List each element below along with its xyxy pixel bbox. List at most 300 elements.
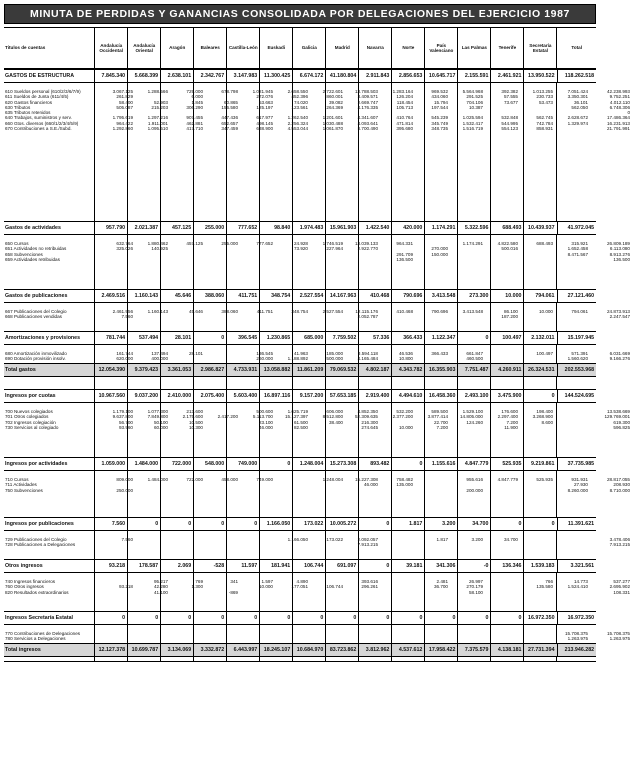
- table-row: [4, 590, 632, 595]
- section-total-cell: 1.160.143: [127, 290, 160, 302]
- account-label: 760 Otros ingresos: [5, 584, 44, 590]
- value-cell: 208.930: [613, 482, 630, 488]
- value-cell: [520, 257, 555, 262]
- header-col: Secretaría Estatal: [523, 28, 556, 68]
- section-total-cell: 106.744: [292, 560, 325, 572]
- account-label: 635 Tributos retenidos: [5, 110, 51, 116]
- section-label: Gastos de actividades: [5, 225, 61, 231]
- section-total-cell: 18.245.107: [259, 644, 292, 656]
- value-cell: 86.100: [503, 309, 518, 314]
- value-cell: [205, 425, 240, 430]
- section-total-cell: 7.759.502: [325, 332, 358, 344]
- value-cell: 2.175.600: [182, 414, 203, 420]
- pl-table: [4, 27, 630, 662]
- value-cell: 108.331: [613, 589, 630, 595]
- value-cell: 3.200: [471, 537, 483, 542]
- value-cell: 2.052.787: [357, 314, 378, 320]
- section-total-cell: 11.861.209: [292, 364, 325, 376]
- value-cell: 93.218: [118, 584, 133, 590]
- account-label: 651 Actividades no retribuidas: [5, 246, 67, 252]
- value-cell: 46.000: [258, 424, 273, 430]
- section-detail: [4, 471, 630, 517]
- section-total-cell: 5.322.596: [457, 222, 490, 234]
- section-total-cell: 1.484.000: [127, 458, 160, 470]
- value-cell: 270.000: [431, 246, 448, 252]
- section-total-cell: 2.069: [160, 560, 193, 572]
- value-cell: 15.227.308: [355, 477, 378, 482]
- account-label: 650 Cursos: [5, 241, 29, 246]
- value-cell: 56.700: [118, 419, 133, 425]
- value-cell: 4.553.044: [287, 126, 308, 132]
- value-cell: [310, 425, 345, 430]
- value-cell: 185.000: [326, 351, 343, 356]
- value-cell: 136.500: [396, 256, 413, 262]
- value-cell: 10.500: [188, 419, 203, 425]
- value-cell: [275, 636, 310, 641]
- section-total-cell: 9.037.200: [127, 390, 160, 402]
- value-cell: 15.708.375: [607, 631, 630, 636]
- value-cell: [450, 636, 485, 641]
- section-total-cell: 2.911.843: [358, 70, 391, 82]
- section-total-cell: 202.553.968: [557, 364, 597, 376]
- value-cell: 366.433: [431, 351, 448, 356]
- value-cell: 1.188.892: [287, 356, 308, 362]
- value-cell: 1.911.001: [147, 120, 168, 126]
- section-total-cell: 3.475.900: [490, 390, 523, 402]
- value-cell: 537.277: [613, 579, 630, 584]
- value-cell: 931.931: [571, 477, 588, 482]
- value-cell: [415, 356, 450, 361]
- value-cell: 156.580: [221, 104, 238, 110]
- value-cell: 136.545: [256, 351, 273, 356]
- section-detail: [4, 625, 630, 643]
- header-col: Galicia: [292, 28, 325, 68]
- section-total-row: [4, 643, 596, 657]
- account-label: 658 Subvenciones: [5, 251, 43, 257]
- value-cell: 3.413.548: [462, 309, 483, 314]
- value-cell: 250.000: [116, 487, 133, 493]
- value-cell: 388.060: [221, 309, 238, 314]
- section-total-cell: 57.653.185: [325, 390, 358, 402]
- section-total-cell: 1.974.483: [292, 222, 325, 234]
- header-col: Las Palmas: [457, 28, 490, 68]
- value-cell: 34.700: [503, 537, 518, 542]
- account-label: 770 Contribuciones de Delegaciones: [5, 631, 81, 636]
- value-cell: 0: [627, 110, 630, 116]
- header-accounts: Titulos de cuentas: [5, 45, 46, 51]
- value-cell: 4.093.641: [357, 120, 378, 126]
- section-total-cell: 7.375.579: [457, 644, 490, 656]
- value-cell: 4.341.607: [357, 115, 378, 121]
- value-cell: 596.825: [613, 424, 630, 430]
- value-cell: [170, 314, 205, 319]
- section-total-row: [4, 611, 596, 625]
- value-cell: [555, 257, 590, 262]
- section-total-cell: 0: [94, 612, 127, 624]
- section-detail: [4, 531, 630, 559]
- value-cell: 2.377.200: [392, 414, 413, 420]
- section-total-cell: 0: [193, 612, 226, 624]
- section-total-cell: 2.527.554: [292, 290, 325, 302]
- section-total-cell: 0: [160, 518, 193, 530]
- value-cell: 500.016: [501, 246, 518, 252]
- section-detail: [4, 403, 630, 457]
- value-cell: 661.847: [466, 351, 483, 356]
- value-cell: 562.050: [571, 104, 588, 110]
- value-cell: 1.484.000: [147, 477, 168, 482]
- value-cell: 26.809.189: [607, 241, 630, 246]
- value-cell: [100, 542, 135, 547]
- value-cell: [135, 257, 170, 262]
- value-cell: [450, 425, 485, 430]
- value-cell: 766: [545, 579, 553, 584]
- value-cell: 7.913.215: [357, 542, 378, 548]
- value-cell: 105.713: [396, 104, 413, 110]
- section-total-cell: 37.735.985: [557, 458, 597, 470]
- section-total-cell: 3.413.548: [424, 290, 457, 302]
- value-cell: 1.288.566: [147, 89, 168, 94]
- value-cell: 36.101: [573, 99, 588, 105]
- value-cell: 15.794: [433, 99, 448, 105]
- value-cell: [345, 488, 380, 493]
- section-total-cell: 0: [358, 518, 391, 530]
- value-cell: 1.300: [191, 584, 203, 590]
- value-cell: 1.263.975: [609, 636, 630, 642]
- value-cell: 14.773: [573, 579, 588, 584]
- value-cell: [310, 542, 345, 547]
- value-cell: 12.115.176: [355, 309, 378, 314]
- value-cell: 2.092.057: [357, 537, 378, 542]
- value-cell: 22.700: [433, 419, 448, 425]
- section-total-cell: 9.157.200: [292, 390, 325, 402]
- value-cell: [415, 314, 450, 319]
- value-cell: [520, 590, 555, 595]
- value-cell: 955.616: [466, 477, 483, 482]
- value-cell: [555, 542, 590, 547]
- value-cell: 969.532: [431, 89, 448, 94]
- value-cell: 704.106: [466, 99, 483, 105]
- value-cell: [380, 314, 415, 319]
- value-cell: 197.544: [431, 104, 448, 110]
- account-label: 780 Servicios a Delegaciones: [5, 636, 66, 642]
- section-total-cell: 3.332.872: [193, 644, 226, 656]
- section-total-cell: 341.306: [424, 560, 457, 572]
- header-col: Navarra: [358, 28, 391, 68]
- value-cell: 3.268.900: [532, 414, 553, 420]
- section-total-row: [4, 389, 596, 403]
- value-cell: [275, 542, 310, 547]
- value-cell: [415, 636, 450, 641]
- value-cell: 10.000: [258, 584, 273, 590]
- value-cell: 348.735: [431, 126, 448, 132]
- value-cell: 150.000: [431, 251, 448, 257]
- section-total-cell: 118.262.518: [557, 70, 597, 82]
- account-label: 670 Contribuciones a S.E./Subd.: [5, 126, 72, 132]
- value-cell: 39.082: [328, 99, 343, 105]
- section-total-cell: 178.587: [127, 560, 160, 572]
- value-cell: [205, 257, 240, 262]
- value-cell: 230.733: [536, 94, 553, 100]
- page-title: MINUTA DE PERDIDAS Y GANANCIAS CONSOLIDADA POR DELEGACIONES DEL EJERCICIO 1987: [4, 4, 596, 24]
- value-cell: 1.160.143: [147, 309, 168, 314]
- value-cell: 1.597: [261, 579, 273, 584]
- section-total-cell: 457.125: [160, 222, 193, 234]
- value-cell: 36.700: [433, 584, 448, 590]
- header-col: Castilla-León: [226, 28, 259, 68]
- value-cell: 3.350.301: [567, 94, 588, 100]
- value-cell: 106.744: [326, 584, 343, 590]
- value-cell: 1.817: [436, 537, 448, 542]
- value-cell: [555, 314, 590, 319]
- value-cell: 417.710: [186, 126, 203, 132]
- value-cell: [205, 542, 240, 547]
- value-cell: 8.710.000: [609, 487, 630, 493]
- value-cell: 50.100: [153, 419, 168, 425]
- value-cell: 1.095.510: [147, 126, 168, 132]
- value-cell: 571.391: [571, 351, 588, 356]
- section-total-cell: 691.097: [325, 560, 358, 572]
- value-cell: 125.197: [256, 104, 273, 110]
- value-cell: 135.000: [396, 482, 413, 488]
- value-cell: 1.013.255: [532, 89, 553, 94]
- value-cell: 8.512.800: [322, 414, 343, 420]
- section-total-cell: 0: [127, 518, 160, 530]
- section-total-cell: 0: [490, 518, 523, 530]
- value-cell: 1.524.410: [567, 584, 588, 590]
- value-cell: 216.300: [361, 419, 378, 425]
- value-cell: 6.031.669: [609, 351, 630, 356]
- section-total-cell: 685.000: [292, 332, 325, 344]
- section-total-cell: 26.324.531: [523, 364, 556, 376]
- value-cell: 11.900: [504, 424, 518, 430]
- section-total-cell: 2.410.000: [160, 390, 193, 402]
- value-cell: 1.201.601: [322, 115, 343, 121]
- account-label: 702 Ingresos colegiación: [5, 419, 56, 425]
- value-cell: 8.913.276: [609, 251, 630, 257]
- table-row: [4, 314, 632, 319]
- table-header-row: [4, 28, 596, 69]
- value-cell: 341: [230, 579, 238, 584]
- section-total-cell: 2.342.767: [193, 70, 226, 82]
- value-cell: [485, 590, 520, 595]
- value-cell: [380, 542, 415, 547]
- value-cell: 1.746.519: [322, 241, 343, 246]
- value-cell: [170, 542, 205, 547]
- value-cell: 2.628.672: [567, 115, 588, 121]
- section-total-cell: 41.180.804: [325, 70, 358, 82]
- section-total-cell: 0: [193, 518, 226, 530]
- value-cell: [485, 488, 520, 493]
- value-cell: 532.200: [396, 409, 413, 414]
- value-cell: [415, 590, 450, 595]
- value-cell: 325.026: [116, 246, 133, 252]
- value-cell: 545.239: [431, 115, 448, 121]
- section-total-cell: 5.603.400: [226, 390, 259, 402]
- section-total-cell: 1.422.540: [358, 222, 391, 234]
- section-total-cell: 537.494: [127, 332, 160, 344]
- section-label: Total ingresos: [5, 647, 41, 653]
- section-total-row: [4, 457, 596, 471]
- value-cell: 24.928: [293, 241, 308, 246]
- value-cell: [310, 257, 345, 262]
- section-total-cell: 4.733.931: [226, 364, 259, 376]
- value-cell: 8.260.000: [567, 487, 588, 493]
- value-cell: 173.022: [326, 537, 343, 542]
- value-cell: 61.500: [293, 419, 308, 425]
- value-cell: 1.532.417: [462, 120, 483, 126]
- value-cell: 2.247.547: [609, 314, 630, 320]
- value-cell: 1.283.164: [392, 89, 413, 94]
- section-detail: [4, 303, 630, 331]
- value-cell: 1.297.216: [147, 115, 168, 121]
- value-cell: 2.922.770: [357, 246, 378, 252]
- section-total-cell: -528: [193, 560, 226, 572]
- section-total-cell: 525.935: [490, 458, 523, 470]
- value-cell: 447.436: [221, 115, 238, 121]
- header-col: Euskadi: [259, 28, 292, 68]
- section-total-cell: 1.174.291: [424, 222, 457, 234]
- value-cell: 261.829: [116, 94, 133, 100]
- value-cell: 8.600: [541, 419, 553, 425]
- section-total-cell: 781.744: [94, 332, 127, 344]
- value-cell: 5.113.700: [252, 414, 273, 420]
- value-cell: 41.100: [153, 589, 168, 595]
- section-total-cell: 4.802.187: [358, 364, 391, 376]
- value-cell: 749.000: [256, 477, 273, 482]
- section-label: Ingresos por cuotas: [5, 393, 56, 399]
- value-cell: [240, 488, 275, 493]
- account-label: 701 Otros colegiados: [5, 414, 49, 420]
- value-cell: 270.179: [466, 584, 483, 590]
- section-total-cell: 11.597: [226, 560, 259, 572]
- section-label: Gastos de publicaciones: [5, 293, 68, 299]
- section-total-cell: 213.946.282: [557, 644, 597, 656]
- value-cell: 52.903: [153, 99, 168, 105]
- value-cell: [450, 314, 485, 319]
- value-cell: 7.560: [121, 314, 133, 320]
- section-total-cell: 1.059.000: [94, 458, 127, 470]
- value-cell: [275, 590, 310, 595]
- header-col: Andalucía Occidental: [94, 28, 127, 68]
- account-label: 728 Publicaciones a Delegaciones: [5, 542, 76, 548]
- value-cell: 554.123: [501, 126, 518, 132]
- value-cell: [520, 314, 555, 319]
- section-total-cell: 10.645.717: [424, 70, 457, 82]
- section-total-cell: 1.248.004: [292, 458, 325, 470]
- section-total-cell: 4.494.610: [391, 390, 424, 402]
- value-cell: 16.231.913: [607, 120, 630, 126]
- section-total-cell: 16.897.116: [259, 390, 292, 402]
- value-cell: 4.165.484: [357, 356, 378, 362]
- section-total-cell: 57.336: [358, 332, 391, 344]
- value-cell: 58.100: [468, 589, 483, 595]
- value-cell: [240, 314, 275, 319]
- value-cell: 10.387: [468, 104, 483, 110]
- value-cell: 1.179.100: [112, 409, 133, 414]
- section-total-cell: 4.343.782: [391, 364, 424, 376]
- value-cell: 860.001: [326, 94, 343, 100]
- value-cell: 1.652.458: [567, 246, 588, 252]
- section-total-cell: 688.493: [490, 222, 523, 234]
- account-label: 740 Ingresos financieros: [5, 579, 56, 584]
- section-total-cell: 0: [292, 612, 325, 624]
- value-cell: 462.881: [186, 120, 203, 126]
- value-cell: [415, 257, 450, 262]
- section-detail: [4, 573, 630, 611]
- value-cell: [275, 488, 310, 493]
- value-cell: 177.051: [291, 584, 308, 590]
- section-total-cell: 4.847.779: [457, 458, 490, 470]
- section-total-cell: 0: [259, 612, 292, 624]
- section-total-cell: 0: [226, 612, 259, 624]
- section-total-cell: 16.972.350: [557, 612, 597, 624]
- value-cell: 2.417.200: [217, 414, 238, 420]
- section-total-cell: 548.000: [193, 458, 226, 470]
- section-total-cell: 2.493.100: [457, 390, 490, 402]
- value-cell: 14.805.000: [460, 414, 483, 420]
- value-cell: 13.538.669: [607, 409, 630, 414]
- value-cell: 118.454: [396, 99, 413, 105]
- section-total-cell: 396.545: [226, 332, 259, 344]
- value-cell: 53.473: [538, 99, 553, 105]
- value-cell: [170, 356, 205, 361]
- value-cell: [240, 590, 275, 595]
- section-total-cell: 173.022: [292, 518, 325, 530]
- value-cell: 1.030.488: [322, 120, 343, 126]
- section-total-cell: 957.790: [94, 222, 127, 234]
- value-cell: 758.482: [396, 477, 413, 482]
- value-cell: 790.696: [431, 309, 448, 314]
- value-cell: 1.845: [191, 99, 203, 105]
- section-total-cell: 1.539.183: [523, 560, 556, 572]
- value-cell: 907.455: [186, 115, 203, 121]
- value-cell: 57.555: [503, 94, 518, 100]
- table-row: [4, 425, 632, 430]
- value-cell: [450, 257, 485, 262]
- value-cell: 260.000: [256, 356, 273, 362]
- value-cell: 137.494: [151, 351, 168, 356]
- value-cell: 21.791.991: [607, 126, 630, 132]
- value-cell: 27.930: [573, 482, 588, 488]
- section-total-cell: 0: [358, 560, 391, 572]
- value-cell: [170, 590, 205, 595]
- section-total-cell: 16.355.903: [424, 364, 457, 376]
- section-total-cell: 9.379.423: [127, 364, 160, 376]
- section-total-cell: 2.986.827: [193, 364, 226, 376]
- account-label: 700 Nuevos colegiados: [5, 409, 53, 414]
- value-cell: 1.516.719: [462, 126, 483, 132]
- value-cell: [240, 636, 275, 641]
- value-cell: 10.800: [398, 356, 413, 362]
- value-cell: 1.021.945: [252, 89, 273, 94]
- section-total-cell: 0: [457, 612, 490, 624]
- section-total-cell: 10.684.970: [292, 644, 325, 656]
- section-total-cell: 27.731.394: [523, 644, 556, 656]
- value-cell: 457.125: [186, 241, 203, 246]
- value-cell: 213.600: [186, 409, 203, 414]
- value-cell: 1.560.620: [567, 356, 588, 362]
- value-cell: 7.560: [121, 537, 133, 542]
- value-cell: 6.748.306: [609, 104, 630, 110]
- section-total-row: [4, 221, 596, 235]
- section-total-cell: 790.696: [391, 290, 424, 302]
- value-cell: [555, 126, 590, 131]
- section-total-cell: 2.132.011: [523, 332, 556, 344]
- value-cell: 8.471.567: [567, 251, 588, 257]
- value-cell: 291.709: [396, 251, 413, 257]
- section-total-cell: 100.497: [490, 332, 523, 344]
- section-total-cell: 2.155.591: [457, 70, 490, 82]
